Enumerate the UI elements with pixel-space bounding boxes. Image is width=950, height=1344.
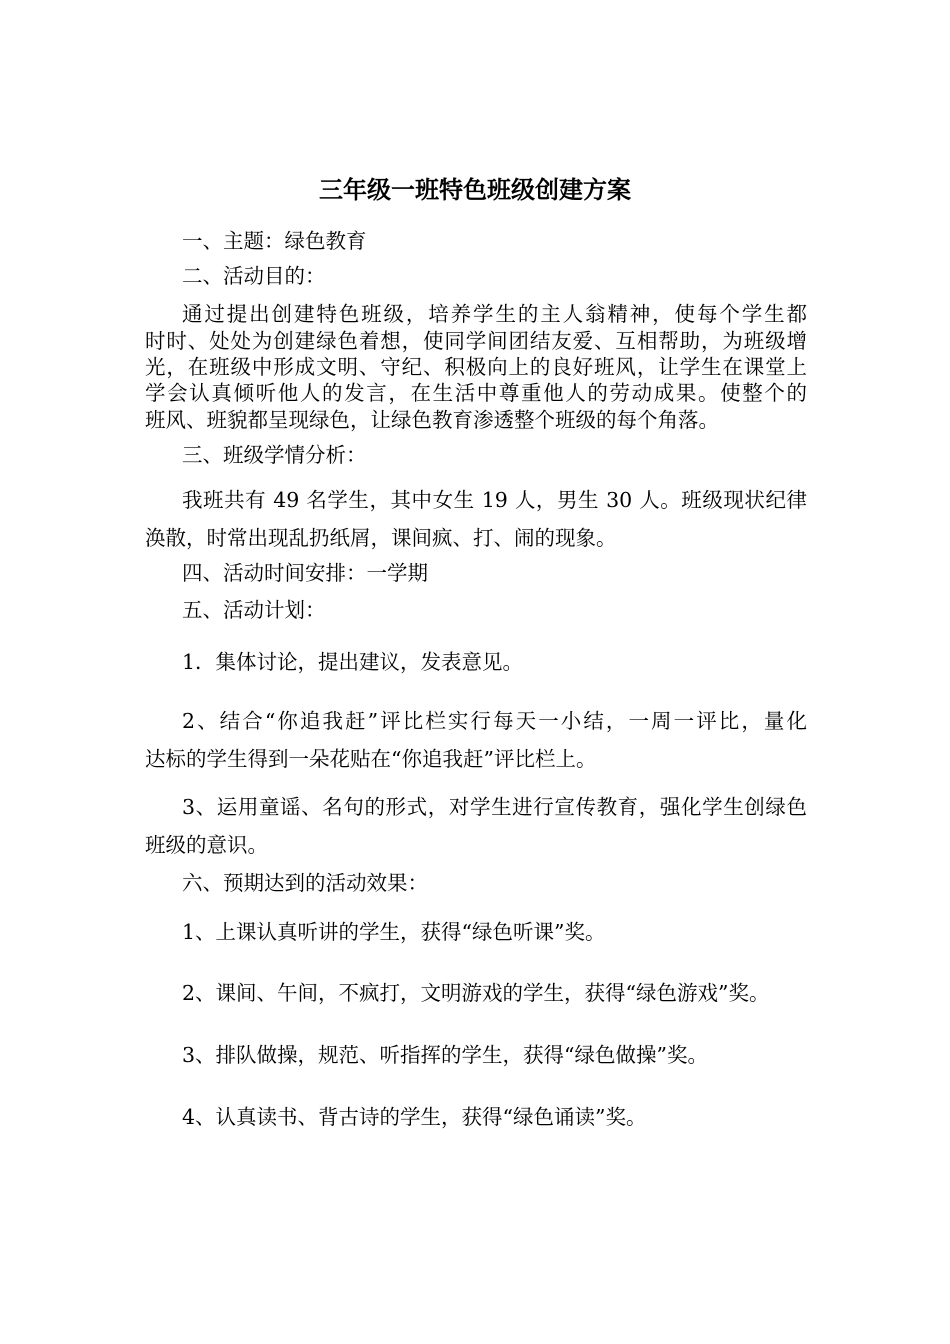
purpose-line: 时时、处处为创建绿色着想，使同学间团结友爱、互相帮助，为班级增: [145, 329, 807, 353]
effect-item: 2、课间、午间，不疯打，文明游戏的学生，获得“绿色游戏”奖。: [182, 981, 770, 1005]
effect-item: 4、认真读书、背古诗的学生，获得“绿色诵读”奖。: [182, 1105, 647, 1129]
plan-item-3-line: 班级的意识。: [145, 833, 268, 857]
section-effects-heading: 六、预期达到的活动效果：: [182, 871, 428, 895]
section-purpose-heading: 二、活动目的：: [182, 264, 326, 288]
plan-item-2-line: 2、结合“你追我赶”评比栏实行每天一小结，一周一评比，量化: [182, 709, 807, 733]
purpose-line: 通过提出创建特色班级，培养学生的主人翁精神，使每个学生都: [182, 302, 807, 326]
section-schedule: 四、活动时间安排：一学期: [182, 561, 428, 585]
section-theme: 一、主题：绿色教育: [182, 229, 367, 253]
purpose-line: 光，在班级中形成文明、守纪、积极向上的良好班风，让学生在课堂上: [145, 355, 807, 379]
plan-item-1: 1．集体讨论，提出建议，发表意见。: [182, 650, 524, 674]
effect-item: 1、上课认真听讲的学生，获得“绿色听课”奖。: [182, 920, 606, 944]
section-plan-heading: 五、活动计划：: [182, 598, 326, 622]
effect-item: 3、排队做操，规范、听指挥的学生，获得“绿色做操”奖。: [182, 1043, 709, 1067]
analysis-line: 涣散，时常出现乱扔纸屑，课间疯、打、闹的现象。: [145, 526, 617, 550]
purpose-line: 班风、班貌都呈现绿色，让绿色教育渗透整个班级的每个角落。: [145, 408, 719, 432]
plan-item-3-line: 3、运用童谣、名句的形式，对学生进行宣传教育，强化学生创绿色: [182, 795, 807, 819]
purpose-line: 学会认真倾听他人的发言，在生活中尊重他人的劳动成果。使整个的: [145, 381, 807, 405]
document-title: 三年级一班特色班级创建方案: [319, 175, 631, 204]
analysis-line: 我班共有 49 名学生，其中女生 19 人，男生 30 人。班级现状纪律: [182, 488, 807, 512]
section-analysis-heading: 三、班级学情分析：: [182, 443, 367, 467]
plan-item-2-line: 达标的学生得到一朵花贴在“你追我赶”评比栏上。: [145, 747, 597, 771]
